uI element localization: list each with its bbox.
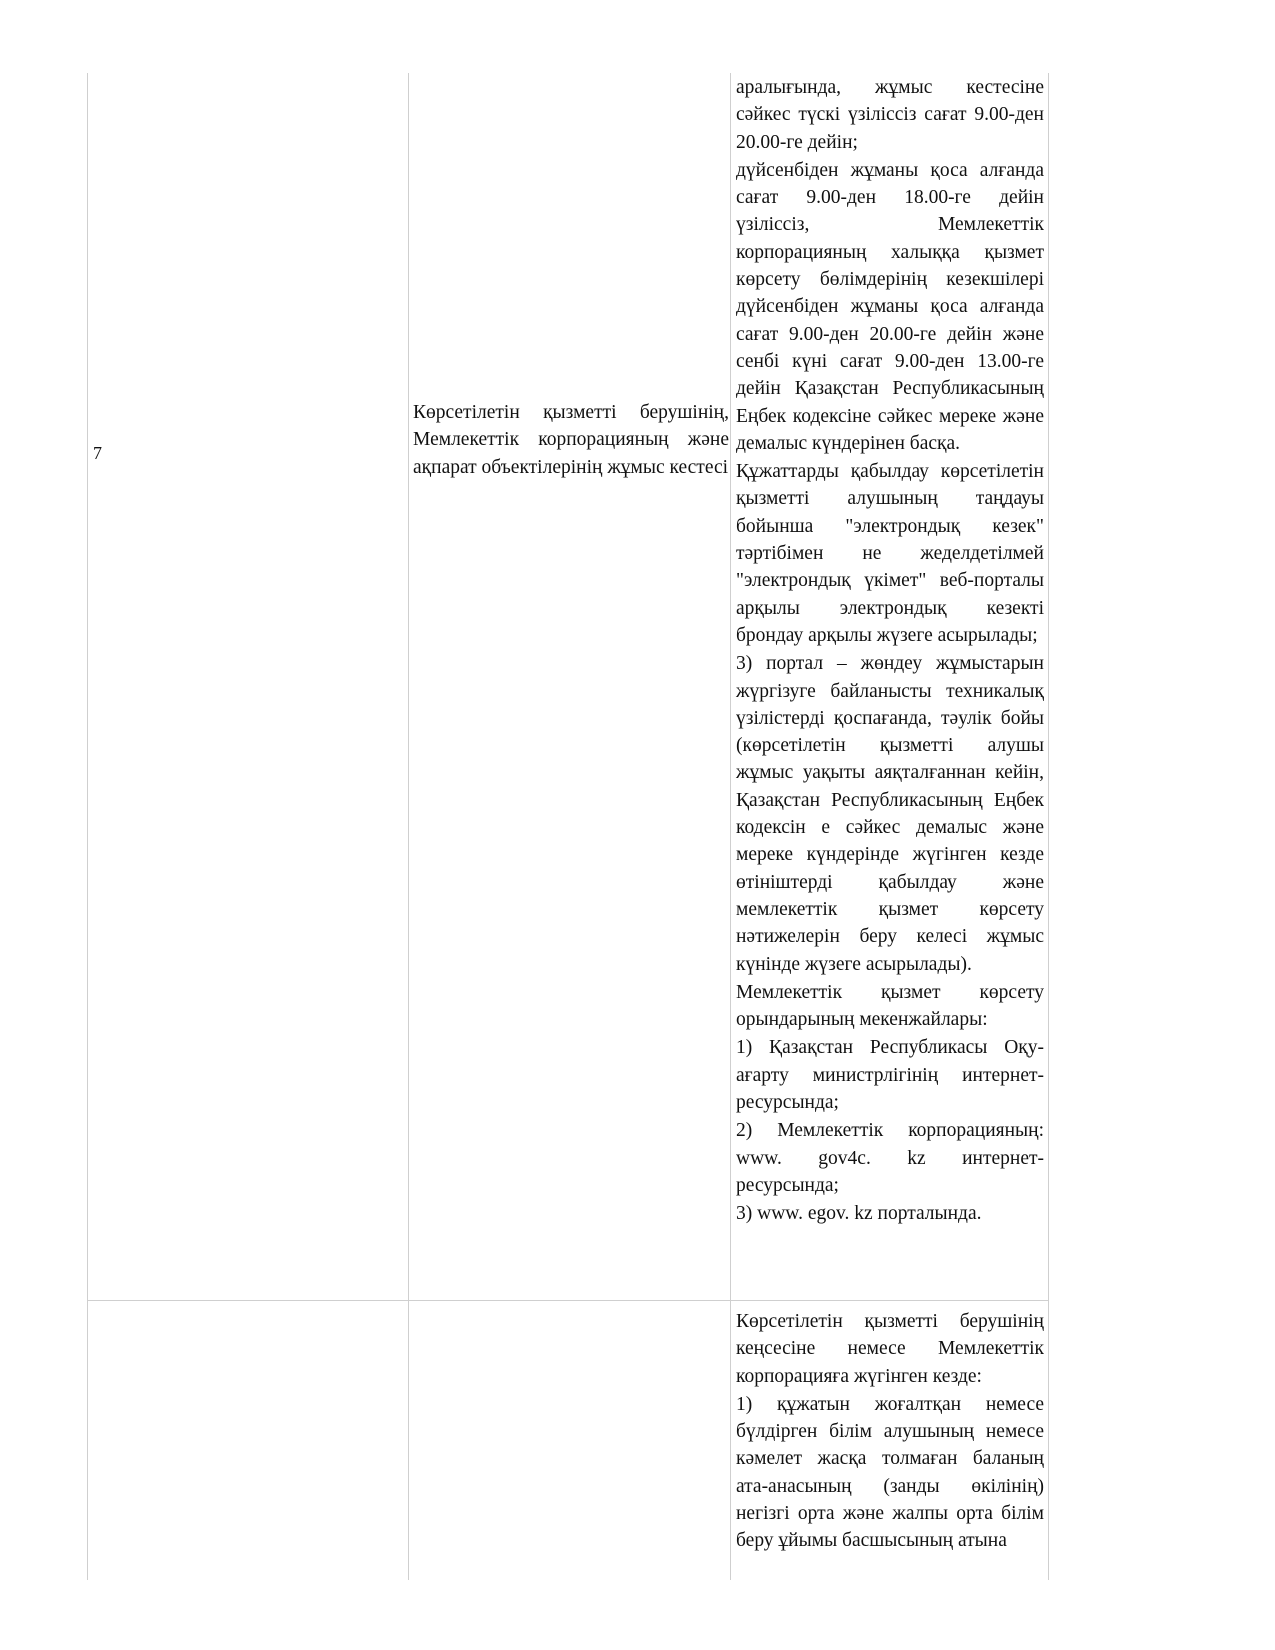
row-number: 7: [93, 443, 102, 463]
table-border-left: [87, 73, 88, 1580]
paragraph: аралығында, жұмыс кестесіне сәйкес түскі үзіліссіз сағат 9.00-ден 20.00-ге дейін;: [736, 77, 1044, 153]
paragraph: Мемлекеттік қызмет көрсету орындарының мекенжайлары:: [736, 981, 1044, 1031]
paragraph: дүйсенбіден жұманы қоса алғанда сағат 9.00-ден 18.00-ге дейін үзіліссіз, Мемлекеттік корпорацияның халыққа қызмет көрсету бөлімдерінің кезекшілері дүйсенбіден жұманы қоса алғанда сағат 9.00-ден 20.00-ге дейін және сенбі күні сағат 9.00-ден 13.00-ге дейін Қазақстан Республикасының Еңбек кодексіне сәйкес мереке және демалыс күндерінен басқа.: [736, 159, 1044, 454]
column-divider-1: [408, 73, 409, 1580]
paragraph: 1) Қазақстан Республикасы Оқу-ағарту министрлігінің интернет-ресурсында;: [736, 1037, 1044, 1113]
row-divider: [87, 1300, 1049, 1301]
paragraph: Көрсетілетін қызметті берушінің кеңсесіне немесе Мемлекеттік корпорацияға жүгінген кезде:: [736, 1311, 1044, 1387]
paragraph: 2) Мемлекеттік корпорацияның: www. gov4c. kz интернет-ресурсында;: [736, 1120, 1044, 1196]
paragraph: 1) құжатын жоғалтқан немесе бүлдірген білім алушының немесе кәмелет жасқа толмаған баланың ата-анасының (занды өкілінің) негізгі орта және жалпы орта білім беру ұйымы басшысының атына: [736, 1393, 1044, 1552]
row-description: [736, 74, 1044, 1228]
paragraph: 3) портал – жөндеу жұмыстарын жүргізуге байланысты техникалық үзілістерді қоспағанда, тәулік бойы (көрсетілетін қызметті алушы жұмыс уақыты аяқталғаннан кейін, Қазақстан Республикасының Еңбек кодексін е сәйкес демалыс және мереке күндерінде жүгінген кезде өтініштерді қабылдау және мемлекеттік қызмет көрсету нәтижелерін беру келесі жұмыс күнінде жүзеге асырылады).: [736, 653, 1044, 975]
row-description: [736, 1308, 1044, 1556]
paragraph: Құжаттарды қабылдау көрсетілетін қызметті алушының таңдауы бойынша "электрондық кезек" тәртібімен не жеделдетілмей "электрондық үкімет" веб-порталы арқылы электрондық кезекті брондау арқылы жүзеге асырылады;: [736, 461, 1044, 646]
row-title: Көрсетілетін қызметті берушінің, Мемлекеттік корпорацияның және ақпарат объектілерінің жұмыс кестесі: [413, 402, 729, 478]
table-border-right: [1048, 73, 1049, 1580]
column-divider-2: [730, 73, 731, 1580]
paragraph: 3) www. egov. kz порталында.: [736, 1203, 982, 1225]
